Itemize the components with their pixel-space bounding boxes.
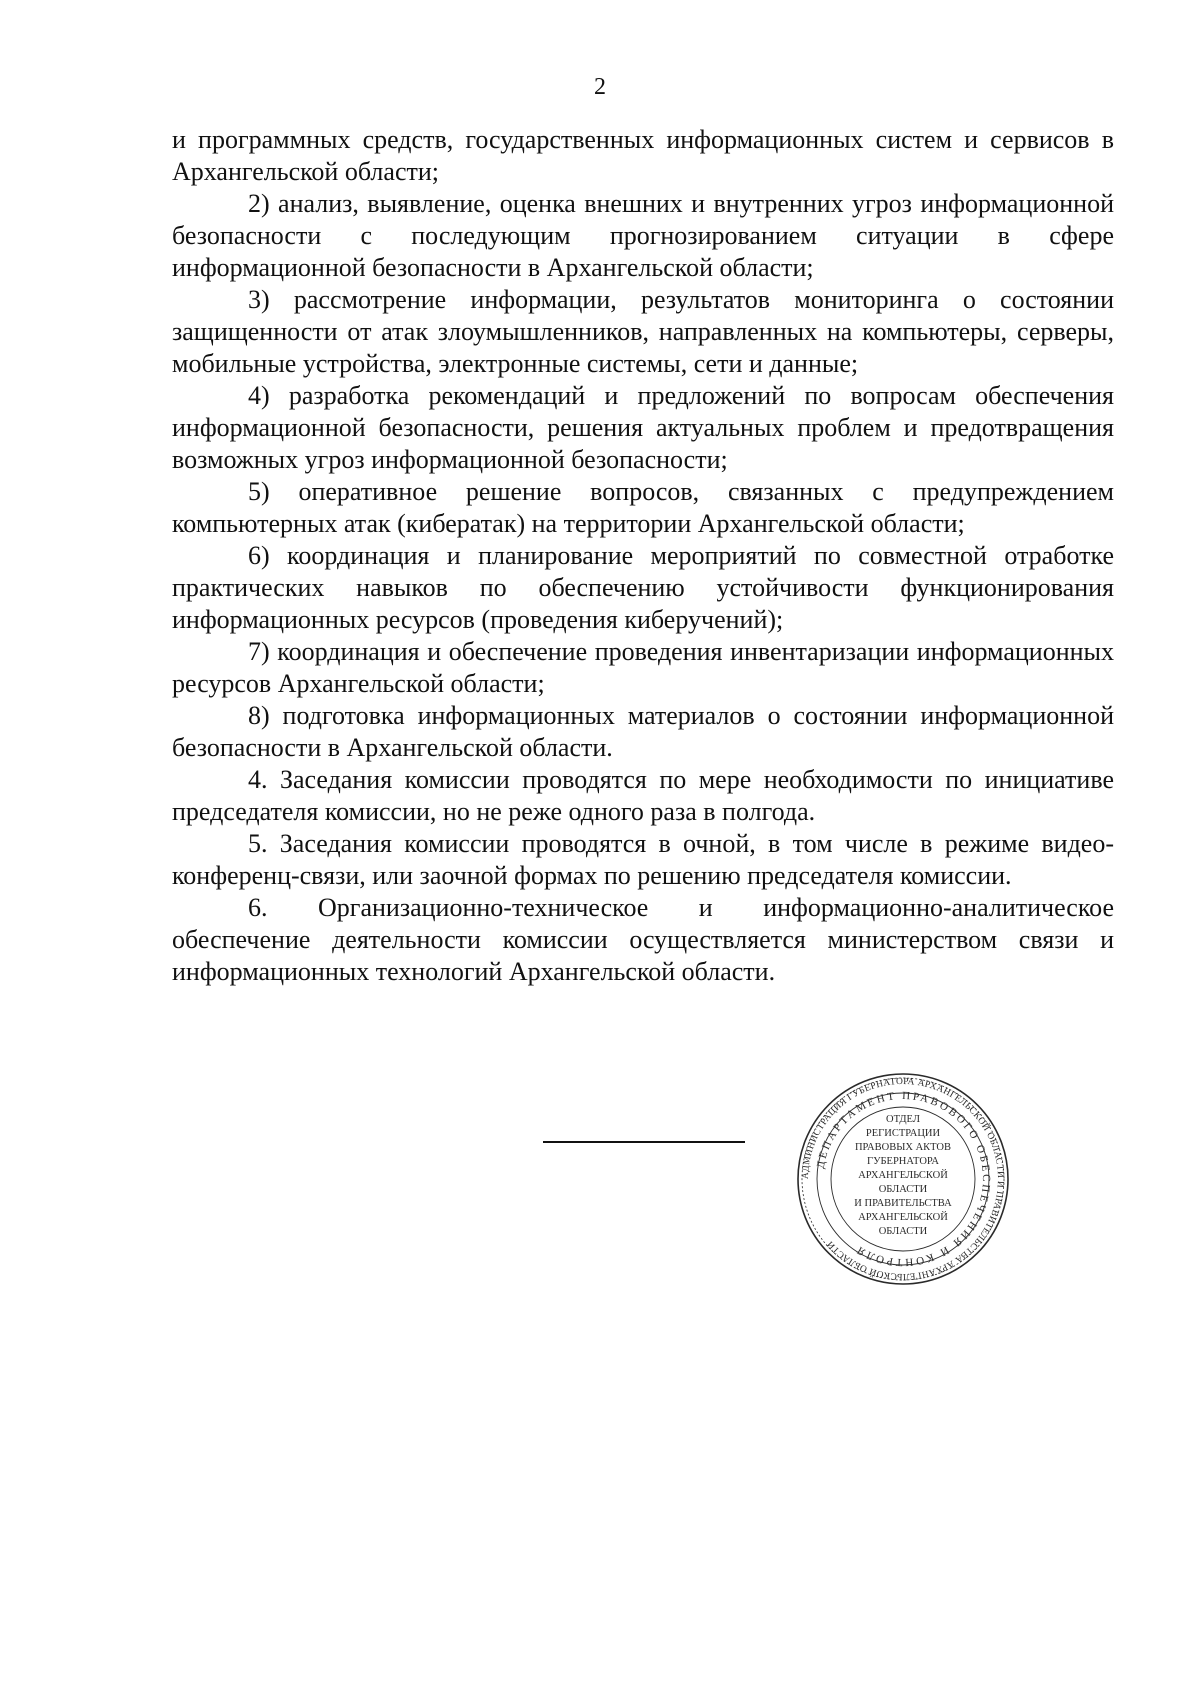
list-item-6: 6) координация и планирование мероприятий по совместной отработке практических навыков по обеспечению устойчивости функционирования информационных ресурсов (проведения киберучений); bbox=[172, 541, 1114, 634]
document-body bbox=[172, 124, 1114, 988]
list-item-7: 7) координация и обеспечение проведения инвентаризации информационных ресурсов Архангельской области; bbox=[172, 637, 1114, 698]
seal-middle-text: ДЕПАРТАМЕНТ ПРАВОВОГО ОБЕСПЕЧЕНИЯ И КОНТРОЛЯ bbox=[814, 1089, 993, 1269]
list-item-2: 2) анализ, выявление, оценка внешних и внутренних угроз информационной безопасности с последующим прогнозированием ситуации в сфере информационной безопасности в Архангельской области; bbox=[172, 189, 1114, 282]
official-seal bbox=[796, 1072, 1010, 1286]
seal-line-6: ОБЛАСТИ bbox=[878, 1184, 928, 1195]
seal-line-2: РЕГИСТРАЦИИ bbox=[865, 1128, 941, 1139]
clause-6: 6. Организационно-техническое и информационно-аналитическое обеспечение деятельности комиссии осуществляется министерством связи и информационных технологий Архангельской области. bbox=[172, 893, 1114, 986]
seal-line-7: И ПРАВИТЕЛЬСТВА bbox=[854, 1198, 952, 1209]
page-number: 2 bbox=[594, 74, 606, 100]
paragraph-continuation: и программных средств, государственных информационных систем и сервисов в Архангельской области; bbox=[172, 125, 1114, 186]
seal-line-3: ПРАВОВЫХ АКТОВ bbox=[854, 1142, 952, 1153]
seal-line-1: ОТДЕЛ bbox=[886, 1114, 920, 1125]
list-item-5: 5) оперативное решение вопросов, связанных с предупреждением компьютерных атак (кибератак) на территории Архангельской области; bbox=[172, 477, 1114, 538]
seal-line-5: АРХАНГЕЛЬСКОЙ bbox=[858, 1170, 948, 1181]
list-item-4: 4) разработка рекомендаций и предложений по вопросам обеспечения информационной безопасности, решения актуальных проблем и предотвращения возможных угроз информационной безопасности; bbox=[172, 381, 1114, 474]
seal-line-9: ОБЛАСТИ bbox=[878, 1226, 928, 1237]
clause-5: 5. Заседания комиссии проводятся в очной, в том числе в режиме видео-конференц-связи, или заочной формах по решению председателя комиссии. bbox=[172, 829, 1114, 890]
seal-line-4: ГУБЕРНАТОРА bbox=[867, 1156, 939, 1167]
signature-line bbox=[543, 1141, 745, 1143]
seal-line-8: АРХАНГЕЛЬСКОЙ bbox=[858, 1212, 948, 1223]
list-item-3: 3) рассмотрение информации, результатов мониторинга о состоянии защищенности от атак злоумышленников, направленных на компьютеры, серверы, мобильные устройства, электронные системы, сети и данные; bbox=[172, 285, 1114, 378]
clause-4: 4. Заседания комиссии проводятся по мере необходимости по инициативе председателя комиссии, но не реже одного раза в полгода. bbox=[172, 765, 1114, 826]
seal-center-text bbox=[854, 1114, 952, 1237]
list-item-8: 8) подготовка информационных материалов о состоянии информационной безопасности в Архангельской области. bbox=[172, 701, 1114, 762]
seal-outer-text: АДМИНИСТРАЦИЯ ГУБЕРНАТОРА АРХАНГЕЛЬСКОЙ ОБЛАСТИ И ПРАВИТЕЛЬСТВА АРХАНГЕЛЬСКОЙ ОБЛАСТИ bbox=[800, 1076, 1006, 1282]
